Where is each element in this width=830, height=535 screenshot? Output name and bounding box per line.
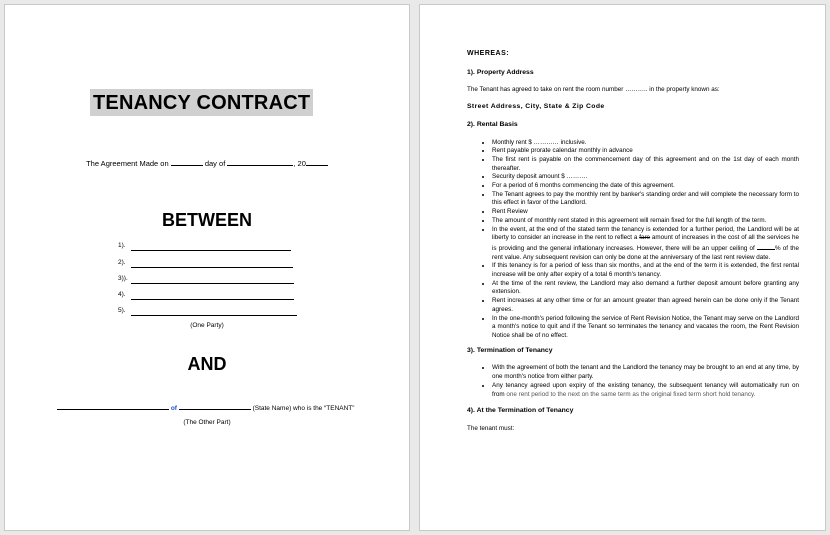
list-item: • In the one-month's period following the service of Rent Revision Notice, the Tenant may serve on the Landlord a month's notice to quit and if the Tenant so terminates the tenancy and vacates the room, the Rent Revision Notice shall be of no effect. <box>492 315 799 341</box>
terms-body <box>467 50 799 442</box>
list-item: • Rent payable prorate calendar monthly in advance <box>492 147 799 156</box>
item-text: In the event, at the end of the stated term the tenancy is extended for a further period, the Landlord will be at liberty to consider an increase in the rent to reflect a <box>492 225 799 242</box>
section-heading: 1). Property Address <box>467 68 534 76</box>
list-item <box>492 226 799 263</box>
party-number: 5). <box>118 307 126 314</box>
agreement-date-line <box>5 158 409 168</box>
list-item: • Security deposit amount $ ………. <box>492 173 799 182</box>
section-heading: 3). Termination of Tenancy <box>467 346 553 354</box>
list-item: • For a period of 6 months commencing the date of this agreement. <box>492 182 799 191</box>
party-blank <box>131 315 297 316</box>
tenant-must-text: The tenant must: <box>467 424 515 432</box>
one-party-label: (One Party) <box>190 322 224 329</box>
section-heading: 2). Rental Basis <box>467 120 518 128</box>
list-item: • If this tenancy is for a period of less than six months, and at the end of the term it is extended, the first rental increase will be only after expiry of a total 6 month's tenancy. <box>492 262 799 279</box>
tenant-name-blank <box>57 403 169 410</box>
of-label: of <box>170 405 177 412</box>
state-blank <box>179 403 251 410</box>
item-text: one rent period to the next on the same term as the original fixed term short hold tenancy. <box>506 390 756 398</box>
other-party-label: (The Other Part) <box>183 419 231 426</box>
document-page-cover <box>4 4 410 531</box>
party-blank <box>131 299 294 300</box>
date-blank <box>171 158 203 166</box>
list-item: • Rent Review <box>492 208 799 217</box>
rental-basis-list <box>467 139 799 341</box>
list-item: • The Tenant agrees to pay the monthly rent by banker's standing order and will complete the necessary form to this effect in favor of the Landlord. <box>492 191 799 208</box>
state-tenant-label: (State Name) who is the “TENANT” <box>252 405 355 412</box>
list-item <box>492 382 799 399</box>
party-number: 1). <box>118 242 126 249</box>
party-blank <box>131 267 293 268</box>
party-blank <box>131 283 294 284</box>
party-number: 2). <box>118 259 126 266</box>
year-blank <box>306 158 328 166</box>
party-blank <box>131 250 291 251</box>
day-of-label: day of <box>204 159 226 168</box>
document-page-terms <box>419 4 826 531</box>
list-item: • The amount of monthly rent stated in this agreement will remain fixed for the full length of the term. <box>492 217 799 226</box>
whereas-heading: WHEREAS: <box>467 50 510 57</box>
and-heading: AND <box>187 354 227 374</box>
document-title: TENANCY CONTRACT <box>90 89 313 116</box>
list-item: • With the agreement of both the tenant and the Landlord the tenancy may be brought to an end at any time, by one month's notice from either party. <box>492 364 799 381</box>
party-number: 3)). <box>118 275 128 282</box>
item-text: % of the rent value. Any subsequent revision can only be done at the anniversary of the last rent review date. <box>492 244 799 261</box>
section-heading: 4). At the Termination of Tenancy <box>467 407 574 415</box>
year-label: , 20 <box>293 159 306 168</box>
list-item: • The first rent is payable on the commencement day of this agreement and on the 1st day of each month thereafter. <box>492 156 799 173</box>
item-text: Any tenancy agreed upon expiry of the existing tenancy, the subsequent tenancy will automatically run on from <box>492 381 799 398</box>
party-number: 4). <box>118 291 126 298</box>
list-item: • At the time of the rent review, the Landlord may also demand a further deposit amount before granting any extension. <box>492 280 799 297</box>
tenant-line <box>57 403 354 412</box>
list-item: • Rent increases at any other time or for an amount greater than agreed herein can be done only if the Tenant agrees. <box>492 297 799 314</box>
termination-list <box>467 364 799 399</box>
address-placeholder: Street Address, City, State & Zip Code <box>467 103 605 111</box>
percent-blank <box>757 243 775 250</box>
property-paragraph: The Tenant has agreed to take on rent the room number ……….. in the property known as: <box>467 86 720 94</box>
item-text: amount of increases in the cost of all the services he is providing and the general inflationary increases. However, there will be an upper ceiling of <box>492 234 799 252</box>
struck-word: fare <box>639 234 651 242</box>
between-heading: BETWEEN <box>162 210 252 230</box>
list-item: • Monthly rent $ ………… inclusive. <box>492 139 799 148</box>
month-blank <box>227 158 293 166</box>
agreement-label: The Agreement Made on <box>86 159 169 168</box>
